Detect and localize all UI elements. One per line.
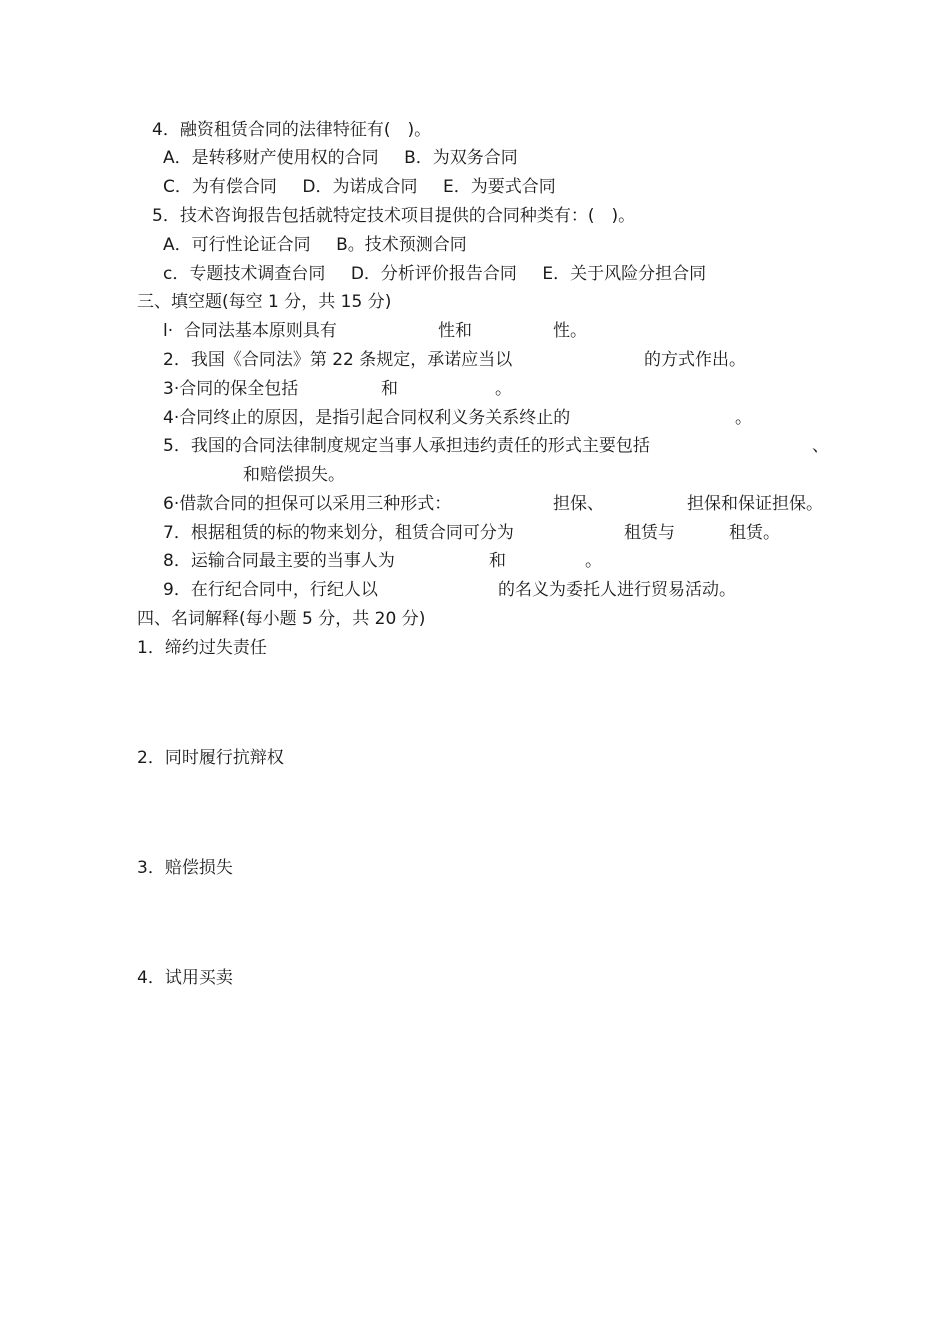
fill-q7-text-b: 租赁与 bbox=[624, 523, 675, 543]
fill-q6-text-b: 担保、 bbox=[553, 494, 604, 514]
fill-q9-text-b: 的名义为委托人进行贸易活动。 bbox=[498, 580, 736, 600]
choice-q4-stem: 4．融资租赁合同的法律特征有( )。 bbox=[152, 120, 432, 140]
fill-q9-text-a: 9．在行纪合同中，行纪人以 bbox=[163, 580, 378, 600]
fill-q7-text-c: 租赁。 bbox=[729, 523, 780, 543]
terms-section-heading: 四、名词解释(每小题 5 分，共 20 分) bbox=[137, 609, 426, 629]
fill-q5-text-a: 5．我国的合同法律制度规定当事人承担违约责任的形式主要包括 bbox=[163, 436, 650, 456]
fill-q5-text-b: 、 bbox=[812, 436, 829, 456]
fill-q3-text-c: 。 bbox=[495, 379, 512, 399]
fill-q2-text-b: 的方式作出。 bbox=[644, 350, 746, 370]
fill-q4-text-b: 。 bbox=[735, 408, 752, 428]
fill-q8-text-c: 。 bbox=[585, 551, 602, 571]
fill-q3-text-a: 3·合同的保全包括 bbox=[163, 379, 299, 399]
fill-q5-text-c: 和赔偿损失。 bbox=[243, 465, 345, 485]
fill-q1-text-c: 性。 bbox=[553, 321, 587, 341]
term-item-2: 2．同时履行抗辩权 bbox=[137, 748, 284, 768]
fill-q1-text-b: 性和 bbox=[438, 321, 472, 341]
term-item-4: 4．试用买卖 bbox=[137, 968, 233, 988]
fill-q3-text-b: 和 bbox=[381, 379, 398, 399]
fill-q4-text-a: 4·合同终止的原因，是指引起合同权利义务关系终止的 bbox=[163, 408, 571, 428]
term-item-3: 3．赔偿损失 bbox=[137, 858, 233, 878]
choice-q4-options-row2: C．为有偿合同 D．为诺成合同 E．为要式合同 bbox=[163, 177, 556, 197]
term-item-1: 1．缔约过失责任 bbox=[137, 638, 267, 658]
choice-q4-options-row1: A．是转移财产使用权的合同 B．为双务合同 bbox=[163, 148, 518, 168]
fill-q7-text-a: 7．根据租赁的标的物来划分，租赁合同可分为 bbox=[163, 523, 514, 543]
fill-q2-text-a: 2．我国《合同法》第 22 条规定，承诺应当以 bbox=[163, 350, 513, 370]
choice-q5-stem: 5．技术咨询报告包括就特定技术项目提供的合同种类有：( )。 bbox=[152, 206, 636, 226]
fill-q1-text-a: l· 合同法基本原则具有 bbox=[163, 321, 337, 341]
fill-q8-text-b: 和 bbox=[489, 551, 506, 571]
fill-q8-text-a: 8．运输合同最主要的当事人为 bbox=[163, 551, 395, 571]
fill-q6-text-a: 6·借款合同的担保可以采用三种形式： bbox=[163, 494, 452, 514]
choice-q5-options-row2: c．专题技术调查台同 D．分析评价报告合同 E．关于风险分担合同 bbox=[163, 264, 707, 284]
choice-q5-options-row1: A．可行性论证合同 B。技术预测合同 bbox=[163, 235, 467, 255]
fill-q6-text-c: 担保和保证担保。 bbox=[687, 494, 823, 514]
fill-section-heading: 三、填空题(每空 1 分，共 15 分) bbox=[137, 292, 392, 312]
